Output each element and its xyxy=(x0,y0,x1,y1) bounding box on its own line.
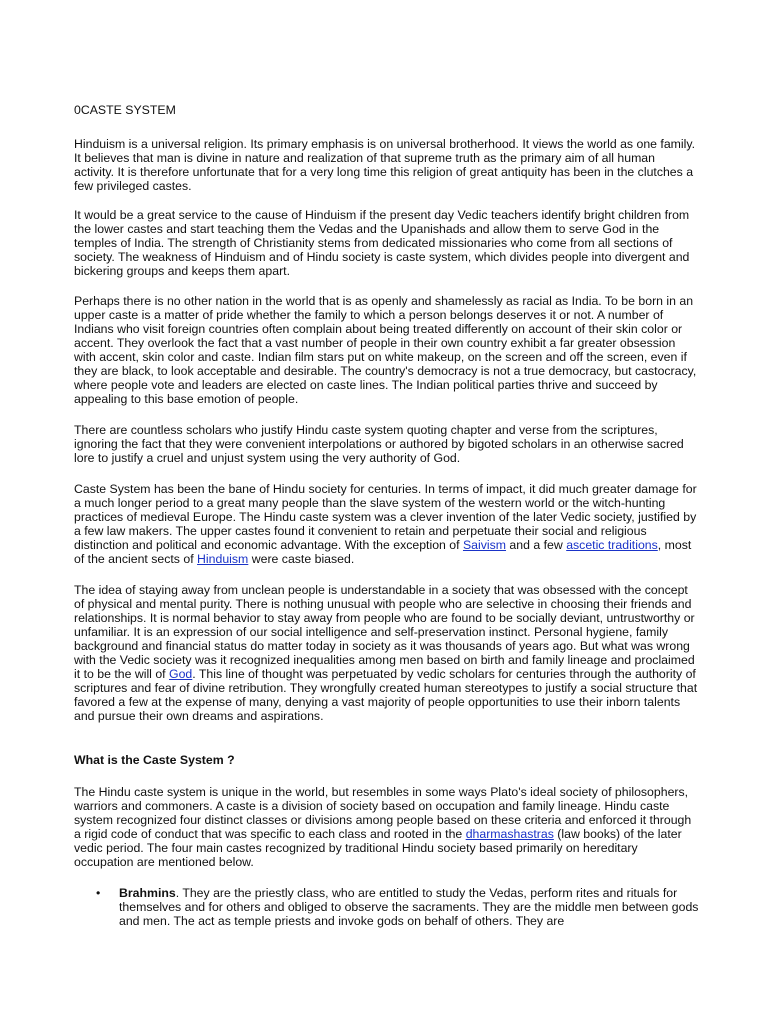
paragraph-1: Hinduism is a universal religion. Its primary emphasis is on universal brotherhood. It views the world as one family. It believes that man is divine in nature and realization of that supreme truth as the primary aim of all human activity. It is therefore unfortunate that for a very long time this religion of great antiquity has been in the clutches a few privileged castes. xyxy=(74,137,696,193)
ascetic-traditions-link[interactable]: ascetic traditions xyxy=(566,538,658,552)
paragraph-5 xyxy=(74,482,698,566)
paragraph-4: There are countless scholars who justify Hindu caste system quoting chapter and verse from the scriptures, ignoring the fact that they were convenient interpolations or authored by bigoted scholars in an otherwise sacred lore to justify a cruel and unjust system using the very authority of God. xyxy=(74,423,684,465)
hinduism-link[interactable]: Hinduism xyxy=(197,552,249,566)
list-item xyxy=(74,886,704,928)
paragraph-5-text-a: Caste System has been the bane of Hindu society for centuries. In terms of impact, it did much greater damage for a much longer period to a great many people than the slave system of the western world or the witch-hunting practices of medieval Europe. The Hindu caste system was a clever invention of the later Vedic society, justified by a few law makers. The upper castes found it convenient to retain and perpetuate their social and religious distinction and political and economic advantage. With the exception of xyxy=(74,482,697,552)
paragraph-7-text-b: (law books) of the later vedic period. The four main castes recognized by traditional Hindu society based primarily on hereditary occupation are mentioned below. xyxy=(74,827,682,869)
paragraph-7-text-a: The Hindu caste system is unique in the world, but resembles in some ways Plato's ideal society of philosophers, warriors and commoners. A caste is a division of society based on occupation and family lineage. Hindu caste system recognized four distinct classes or divisions among people based on these criteria and enforced it through a rigid code of conduct that was specific to each class and rooted in the xyxy=(74,785,692,841)
brahmins-term: Brahmins xyxy=(119,886,176,900)
paragraph-5-text-b: and a few xyxy=(506,538,567,552)
paragraph-2: It would be a great service to the cause of Hinduism if the present day Vedic teachers identify bright children from the lower castes and start teaching them the Vedas and the Upanishads and allow them to serve God in the temples of India. The strength of Christianity stems from dedicated missionaries who come from all sections of society. The weakness of Hinduism and of Hindu society is caste system, which divides people into divergent and bickering groups and keeps them apart. xyxy=(74,208,690,278)
god-link[interactable]: God xyxy=(169,667,193,681)
list-item-text: . They are the priestly class, who are entitled to study the Vedas, perform rites and rituals for themselves and for others and obliged to observe the sacraments. They are the middle men between gods and men. The act as temple priests and invoke gods on behalf of others. They are xyxy=(119,886,699,928)
paragraph-5-text-d: were caste biased. xyxy=(248,552,355,566)
paragraph-6 xyxy=(74,583,698,723)
paragraph-3: Perhaps there is no other nation in the world that is as openly and shamelessly as racial as India. To be born in an upper caste is a matter of pride whether the family to which a person belongs deserves it or not. A number of Indians who visit foreign countries often complain about being treated differently on account of their skin color or accent. They overlook the fact that a vast number of people in their own country exhibit a far greater obsession with accent, skin color and caste. Indian film stars put on white makeup, on the screen and off the screen, even if they are black, to look acceptable and desirable. The country's democracy is not a true democracy, but castocracy, where people vote and leaders are elected on caste lines. The Indian political parties thrive and succeed by appealing to this base emotion of people. xyxy=(74,294,697,406)
paragraph-7 xyxy=(74,785,698,869)
section-heading: What is the Caste System ? xyxy=(74,753,235,767)
dharmashastras-link[interactable]: dharmashastras xyxy=(465,827,554,841)
document-title: 0CASTE SYSTEM xyxy=(74,103,176,117)
paragraph-5-text-c: , most of the ancient sects of xyxy=(74,538,692,566)
caste-list xyxy=(74,886,704,928)
paragraph-6-text-b: . This line of thought was perpetuated by vedic scholars for centuries through the authority of scriptures and fear of divine retribution. They wrongfully created human stereotypes to justify a social structure that favored a few at the expense of many, denying a vast majority of people opportunities to use their inborn talents and pursue their own dreams and aspirations. xyxy=(74,667,698,723)
saivism-link[interactable]: Saivism xyxy=(462,538,507,552)
bullet-marker: • xyxy=(96,886,101,900)
paragraph-6-text-a: The idea of staying away from unclean people is understandable in a society that was obsessed with the concept of physical and mental purity. There is nothing unusual with people who are selective in choosing their friends and relationships. It is normal behavior to stay away from people who are found to be socially deviant, untrustworthy or unfamiliar. It is an expression of our social intelligence and self-preservation instinct. Personal hygiene, family background and financial status do matter today in society as it was thousands of years ago. But what was wrong with the Vedic society was it recognized inequalities among men based on birth and family lineage and proclaimed it to be the will of xyxy=(74,583,695,681)
